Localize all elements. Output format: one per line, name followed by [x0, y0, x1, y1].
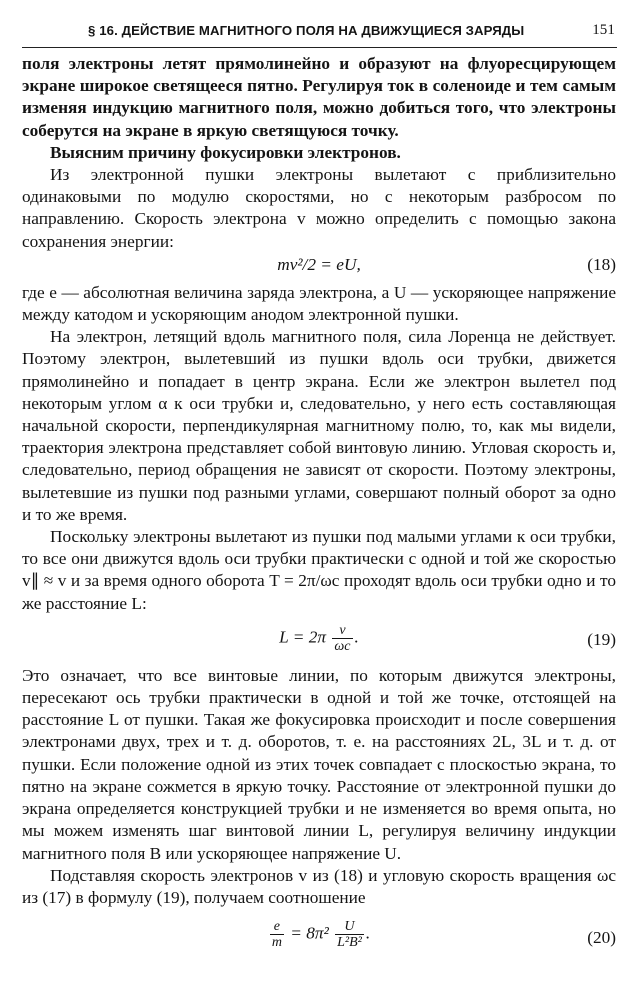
equation-20-lhs-numerator: e [270, 919, 284, 935]
equation-20-tail: . [365, 923, 371, 943]
equation-20 [22, 911, 616, 963]
paragraph-8: Подставляя скорость электронов v из (18) и угловую скорость вращения ωc из (17) в формулу (19), получаем соотношение [22, 865, 616, 907]
equation-19-denominator: ωc [334, 638, 351, 654]
paragraph-5: На электрон, летящий вдоль магнитного поля, сила Лоренца не действует. Поэтому электрон, вылетевший из пушки вдоль оси трубки, движется прямолинейно и попадает в центр экрана. Если же электрон вылетел под некоторым углом α к оси трубки и, следовательно, у него есть составляющая начальной скорости, перпендикулярная магнитному полю, то, как мы видели, траектория электрона представляет собой винтовую линию. Угловая скорость и, следовательно, период обращения не зависят от скорости. Поэтому электроны, вылетевшие из пушки под разными углами, совершают полный оборот за одно и то же время. [22, 327, 616, 524]
page-body [22, 53, 616, 963]
equation-19-number: (19) [587, 629, 616, 649]
equation-20-rhs-numerator: U [335, 919, 364, 935]
chapter-title: § 16. ДЕЙСТВИЕ МАГНИТНОГО ПОЛЯ НА ДВИЖУЩИЕСЯ ЗАРЯДЫ [88, 23, 525, 38]
equation-19-lhs: L = 2π [279, 627, 327, 647]
paragraph-2: Выясним причину фокусировки электронов. [50, 142, 401, 162]
equation-20-lhs-fraction [270, 919, 284, 950]
equation-20-rhs-denominator: L²B² [337, 935, 362, 951]
equation-18-formula: mv²/2 = eU, [277, 254, 361, 274]
paragraph-1: поля электроны летят прямолинейно и образуют на флуоресцирующем экране широкое светящееся пятно. Регулируя ток в соленоиде и тем самым изменяя индукцию магнитного поля, можно добиться того, что электроны соберутся на экране в яркую светящуюся точку. [22, 54, 616, 140]
equation-20-number: (20) [587, 928, 616, 948]
equation-18 [22, 254, 616, 280]
equation-19 [22, 617, 616, 661]
header-rule [22, 47, 617, 48]
paragraph-3: Из электронной пушки электроны вылетают с приблизительно одинаковыми по модулю скоростями, но с некоторым разбросом по направлению. Скорость электрона v можно определить с помощью закона сохранения энергии: [22, 165, 616, 251]
page-number: 151 [592, 22, 615, 38]
equation-19-numerator: v [332, 623, 352, 639]
paragraph-7: Это означает, что все винтовые линии, по которым движутся электроны, пересекают ось трубки практически в одной и той же точке, отстоящей на расстояние L от пушки. Такая же фокусировка происходит и после совершения электронами двух, трех и т. д. оборотов, т. е. на расстояниях 2L, 3L и т. д. от пушки. Если положение одной из этих точек совпадает с плоскостью экрана, то пятно на экране сожмется в яркую точку. Расстояние от электронной пушки до экрана определяется конструкцией трубки и не изменяется во время опыта, но мы можем изменять шаг винтовой линии L, регулируя величину индукции магнитного поля B или ускоряющее напряжение U. [22, 665, 616, 863]
paragraph-4: где e — абсолютная величина заряда электрона, а U — ускоряющее напряжение между катодом и ускоряющим анодом электронной пушки. [22, 282, 616, 325]
paragraph-6: Поскольку электроны вылетают из пушки под малыми углами к оси трубки, то все они движутся вдоль оси трубки практически с одной и той же скоростью v∥ ≈ v и за время одного оборота T = 2π/ωc проходят вдоль оси трубки одно и то же расстояние L: [22, 527, 616, 613]
equation-19-tail: . [354, 627, 359, 647]
equation-18-number: (18) [587, 254, 616, 274]
equation-20-middle: = 8π² [290, 923, 329, 943]
running-header [88, 22, 615, 42]
equation-20-rhs-fraction [335, 919, 364, 950]
equation-20-lhs-denominator: m [271, 935, 282, 951]
equation-19-fraction [332, 623, 352, 654]
